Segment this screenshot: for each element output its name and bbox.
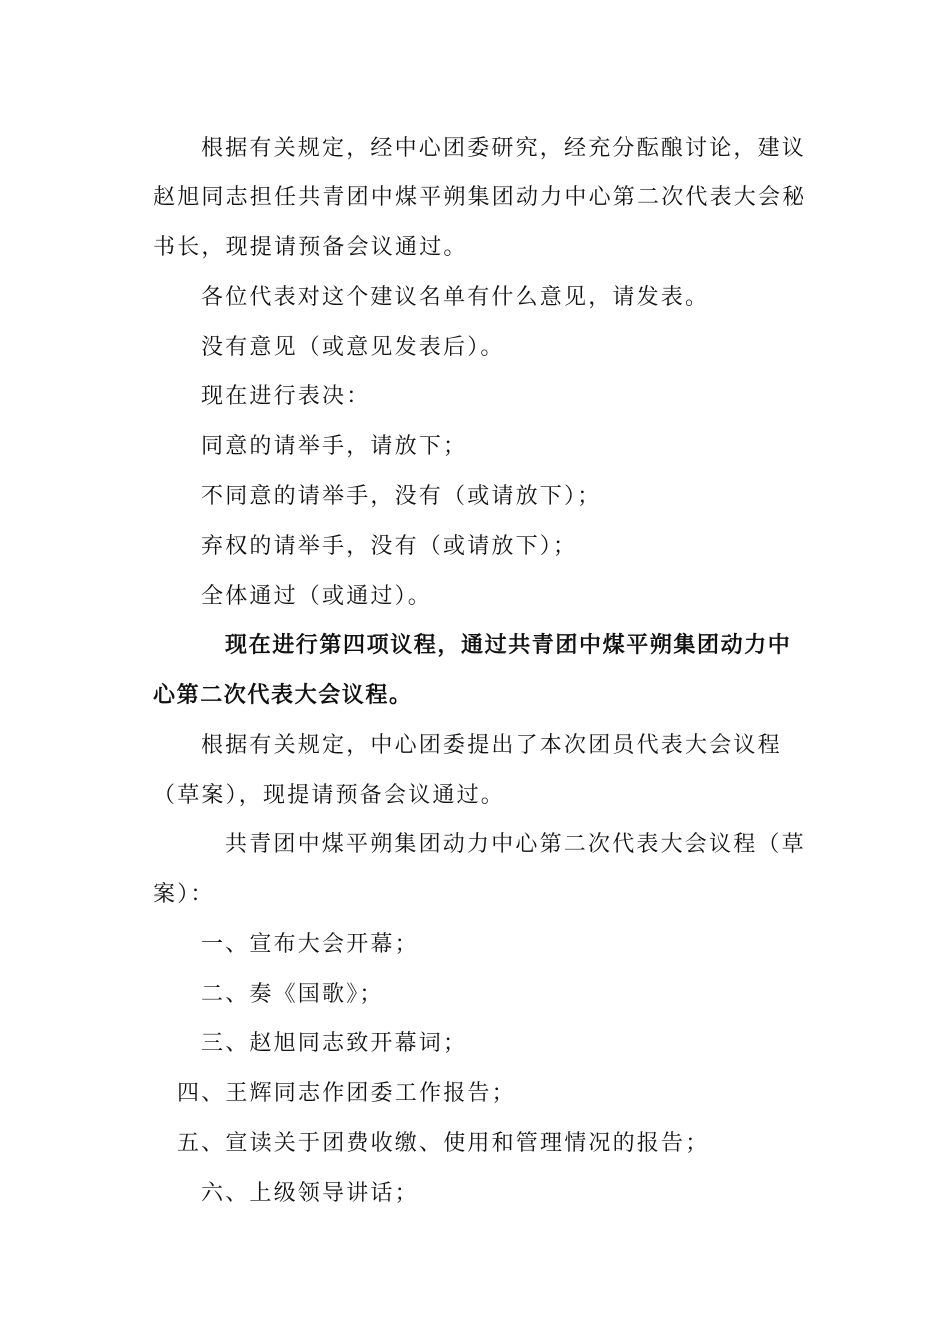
paragraph-line: 根据有关规定，经中心团委研究，经充分酝酿讨论，建议 (201, 136, 807, 161)
paragraph-line: 各位代表对这个建议名单有什么意见，请发表。 (201, 285, 710, 310)
paragraph-line: 现在进行表决： (201, 384, 371, 409)
paragraph-line: 根据有关规定，中心团委提出了本次团员代表大会议程 (201, 733, 782, 758)
paragraph-line: 同意的请举手，请放下； (201, 434, 468, 459)
paragraph-line: 案）： (153, 882, 215, 907)
paragraph-line: 共青团中煤平朔集团动力中心第二次代表大会议程（草 (225, 832, 806, 857)
agenda-item: 四、王辉同志作团委工作报告； (177, 1081, 516, 1106)
agenda-heading-line: 现在进行第四项议程，通过共青团中煤平朔集团动力中 (225, 633, 792, 658)
agenda-item: 二、奏《国歌》； (201, 982, 384, 1007)
paragraph-line: 不同意的请举手，没有（或请放下）； (201, 484, 602, 509)
agenda-item: 六、上级领导讲话； (201, 1181, 419, 1206)
agenda-item: 五、宣读关于团费收缴、使用和管理情况的报告； (177, 1131, 710, 1156)
paragraph-line: 书长，现提请预备会议通过。 (153, 235, 468, 260)
agenda-heading-line: 心第二次代表大会议程。 (153, 683, 413, 708)
paragraph-line: 全体通过（或通过）。 (201, 584, 433, 609)
agenda-item: 三、赵旭同志致开幕词； (201, 1031, 468, 1056)
paragraph-line: （草案），现提请预备会议通过。 (153, 783, 506, 808)
paragraph-line: 没有意见（或意见发表后）。 (201, 335, 505, 360)
paragraph-line: 弃权的请举手，没有（或请放下）； (201, 534, 578, 559)
paragraph-line: 赵旭同志担任共青团中煤平朔集团动力中心第二次代表大会秘 (153, 185, 807, 210)
agenda-item: 一、宣布大会开幕； (201, 932, 419, 957)
